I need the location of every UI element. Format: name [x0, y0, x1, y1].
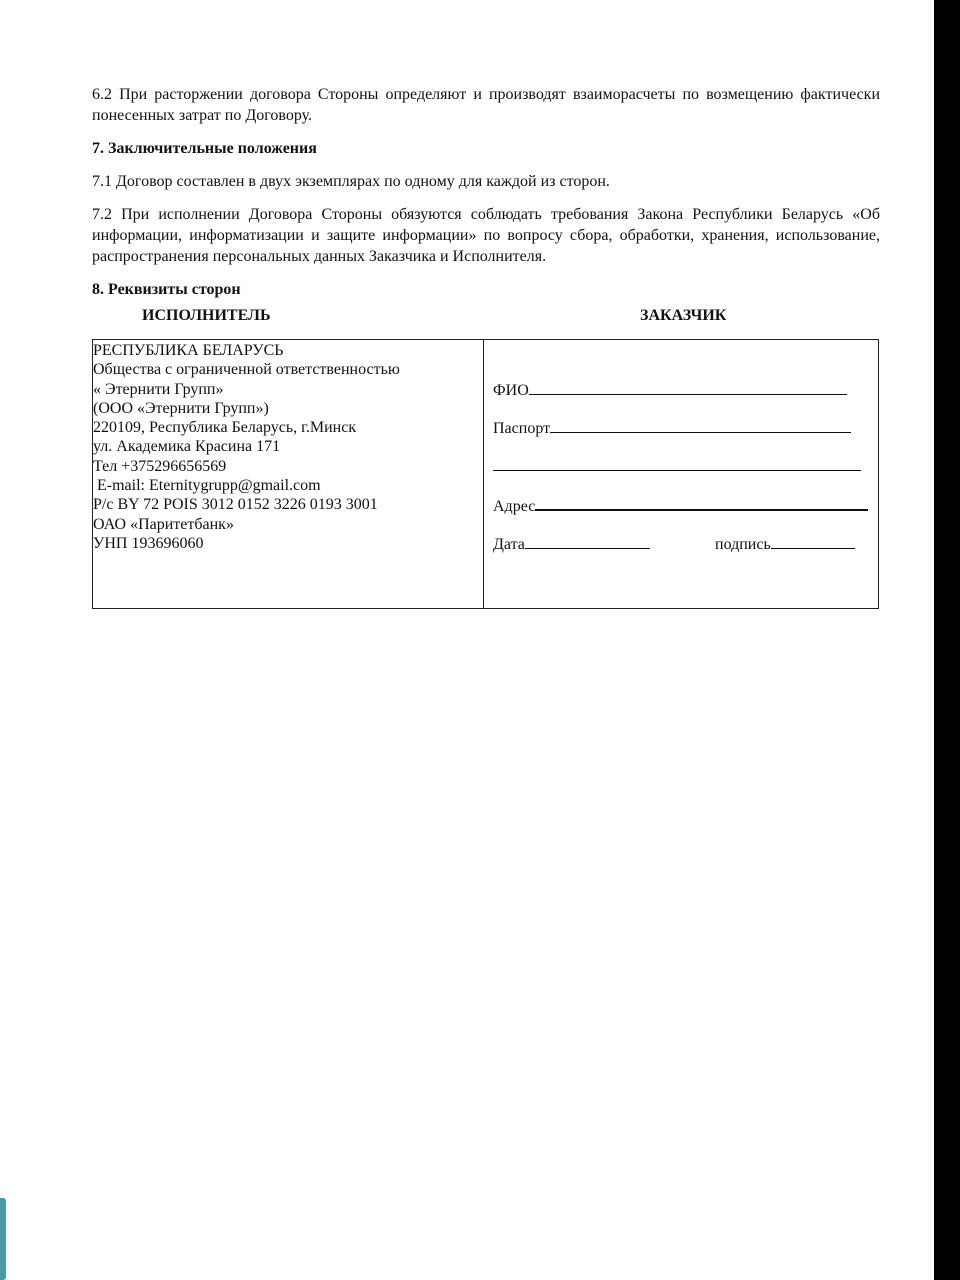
customer-details — [485, 340, 878, 608]
customer-signature-field — [715, 533, 855, 555]
customer-date-field — [493, 533, 650, 555]
section-7-heading: 7. Заключительные положения — [92, 140, 317, 157]
customer-passport-field — [493, 417, 851, 439]
executor-address-street: ул. Академика Красина 171 — [93, 438, 281, 456]
clause-6-2: 6.2 При расторжении договора Стороны определяют и производят взаиморасчеты по возмещению фактически понесенных затрат по Договору. — [92, 86, 880, 124]
executor-title: ИСПОЛНИТЕЛЬ — [142, 307, 271, 324]
executor-company-name: « Этернити Групп» — [93, 380, 224, 398]
signature-blank-line — [771, 533, 855, 549]
section-8-heading: 8. Реквизиты сторон — [92, 281, 241, 298]
executor-phone: Тел +375296656569 — [93, 457, 227, 475]
executor-unp: УНП 193696060 — [93, 534, 204, 552]
party-titles — [92, 305, 880, 339]
clause-7-2: 7.2 При исполнении Договора Стороны обязуются соблюдать требования Закона Республики Беларусь «Об информации, информатизации и защите информации» по вопросу сбора, обработки, хранения, использование, распространения персональных данных Заказчика и Исполнителя. — [92, 206, 880, 265]
fio-blank-line — [529, 379, 847, 395]
executor-bank-account: Р/с BY 72 POIS 3012 0152 3226 0193 3001 — [93, 496, 378, 514]
executor-email: E-mail: Eternitygrupp@gmail.com — [93, 477, 321, 495]
executor-company-type: Общества с ограниченной ответственностью — [93, 361, 400, 379]
requisites-table — [92, 339, 879, 609]
clause-7-1: 7.1 Договор составлен в двух экземплярах по одному для каждой из сторон. — [92, 173, 610, 190]
customer-extra-field — [493, 455, 861, 477]
executor-details — [93, 340, 484, 608]
signature-label: подпись — [715, 536, 771, 553]
executor-company-short: (ООО «Этернити Групп») — [93, 399, 269, 417]
left-edge-accent — [0, 1198, 6, 1280]
customer-address-field — [493, 494, 868, 517]
document-page — [92, 84, 880, 609]
executor-address-city: 220109, Республика Беларусь, г.Минск — [93, 419, 357, 437]
address-label: Адрес — [493, 498, 536, 515]
extra-blank-line — [493, 455, 861, 471]
customer-title: ЗАКАЗЧИК — [640, 307, 727, 324]
executor-country: РЕСПУБЛИКА БЕЛАРУСЬ — [93, 342, 284, 359]
fio-label: ФИО — [493, 382, 529, 399]
right-edge-strip — [934, 0, 960, 1280]
executor-bank-name: ОАО «Паритетбанк» — [93, 515, 234, 533]
date-label: Дата — [493, 536, 525, 553]
passport-blank-line — [550, 417, 851, 433]
date-blank-line — [525, 533, 650, 549]
address-blank-line — [535, 494, 868, 511]
customer-fio-field — [493, 379, 847, 401]
passport-label: Паспорт — [493, 420, 551, 437]
